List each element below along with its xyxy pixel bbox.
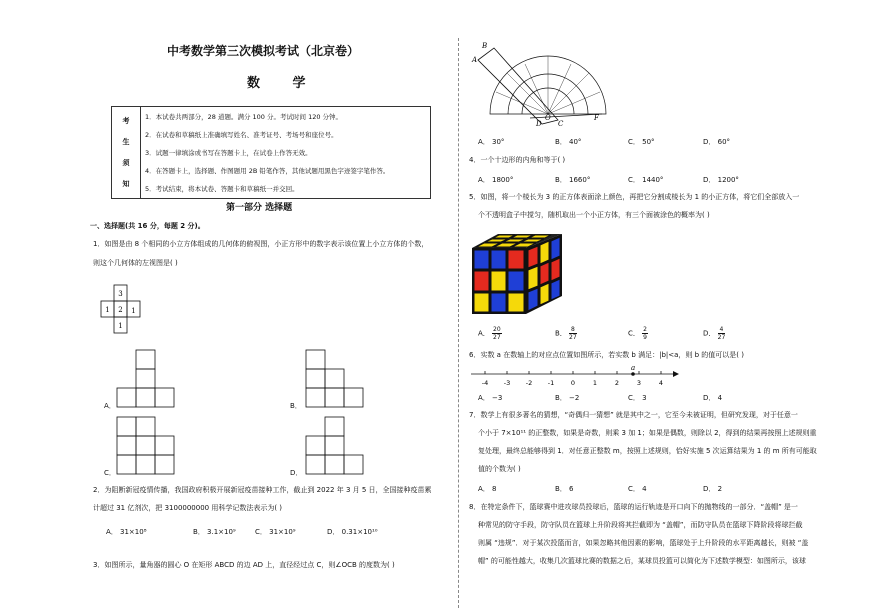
question-4-text: 4．一个十边形的内角和等于( ) [469,156,566,164]
tick-label: -4 [481,379,489,387]
q3-option-d: D． 60° [703,138,731,146]
label-a: A [472,56,478,64]
option-c-view [116,416,180,480]
q5-option-a: A． $\frac{20}{27}$ [478,326,501,341]
page-title: 中考数学第三次模拟考试（北京卷） [167,44,360,58]
instruction-item: 3．试题一律填涂或书写在答题卡上，在试卷上作答无效。 [141,143,431,161]
question-3-text: 3．如图所示，量角器的圆心 O 在矩形 ABCD 的边 AD 上，直径经过点 C，则∠OCB 的度数为( ) [93,561,395,569]
q4-option-a: A． 1800° [478,176,514,184]
label-b: B [482,42,488,50]
point-a-label: a [631,364,636,372]
question-6-text: 6．实数 a 在数轴上的对应点位置如图所示，若实数 b 满足：|b|<a，则 b 的值可以是( ) [469,351,744,359]
question-1-text: 则这个几何体的左视图是( ) [93,259,178,267]
option-b-view [305,349,369,413]
q3-option-a: A． 30° [478,138,505,146]
instruction-item: 1．本试卷共两部分，28 道题。满分 100 分。考试时间 120 分钟。 [141,107,431,126]
question-7-text: 个小于 7×10¹¹ 的正整数，如果是奇数，则乘 3 加 1；如果是偶数，则除以 2，得到的结果再按照上述规则重 [478,429,817,437]
label-c: C [558,120,564,126]
column-divider [458,38,459,608]
q5-option-c: C． $\frac{2}{9}$ [628,326,647,341]
question-8-text: 则属 “违规”．对于某次投篮而言，如果忽略其他因素的影响，篮球处于上升阶段的水平距离越长，则被 “盖 [478,539,809,547]
tick-label: 2 [614,379,620,387]
question-7-text: 值的个数为( ) [478,465,521,473]
grid-number: 2 [118,306,123,314]
point-a [631,372,635,376]
q7-option-b: B． 6 [555,485,574,493]
tick-label: -3 [503,379,511,387]
q1-option-c: C． [104,469,116,477]
q1-option-b: B． [290,402,302,410]
q6-option-d: D． 4 [703,394,723,402]
q3-option-b: B． 40° [555,138,582,146]
instruction-item: 5．考试结束，将本试卷、答题卡和草稿纸一并交回。 [141,179,431,198]
subject-heading: 数 学 [247,76,320,91]
q6-option-b: B． −2 [555,394,580,402]
question-8-text: 种常见的防守手段，防守队员在篮球上升阶段将其拦截即为 “盖帽”，而防守队员在篮球下降阶段将球拦截 [478,521,803,529]
rubik-cube-image [472,234,564,314]
grid-number: 1 [131,307,136,315]
q4-option-b: B． 1660° [555,176,591,184]
q7-option-d: D． 2 [703,485,723,493]
question-8-text: 帽” 的可能性越大，收集几次篮球比赛的数据之后，某球员投篮可以简化为下述数学模型：如图所示，该球 [478,557,806,565]
q4-option-c: C． 1440° [628,176,664,184]
q4-option-d: D． 1200° [703,176,739,184]
q2-option-a: A． 31×10⁸ [106,528,147,536]
question-2-text: 计超过 31 亿剂次，把 3100000000 用科学记数法表示为( ) [93,504,283,512]
option-d-view [305,416,369,480]
q6-option-a: A． −3 [478,394,503,402]
q5-option-d: D． $\frac{4}{27}$ [703,326,726,341]
tick-label: -2 [525,379,533,387]
label-d: D [536,120,542,126]
q1-option-d: D． [290,469,303,477]
q6-option-c: C． 3 [628,394,647,402]
number-line-figure [469,364,679,390]
question-5-text: 个不透明盒子中搅匀，随机取出一个小正方体，有三个面被涂色的概率为( ) [478,211,710,219]
q1-option-a: A． [104,402,116,410]
q7-option-c: C． 4 [628,485,647,493]
q2-option-d: D． 0.31×10¹⁰ [327,528,378,536]
instruction-item: 2．在试卷和草稿纸上准确填写姓名、准考证号、考场号和座位号。 [141,125,431,143]
grid-number: 1 [118,322,123,330]
tick-label: 3 [636,379,642,387]
top-view-figure [94,284,154,339]
question-5-text: 5．如图，将一个棱长为 3 的正方体表面涂上颜色，再把它分割成棱长为 1 的小正方体，将它们全部放入一 [469,193,800,201]
grid-number: 3 [118,290,123,298]
q5-option-b: B． $\frac{8}{27}$ [555,326,577,341]
tick-label: 0 [570,379,576,387]
instruction-item: 4．在答题卡上，选择题、作图题用 2B 铅笔作答，其他试题用黑色字迹签字笔作答。 [141,161,431,179]
grid-number: 1 [105,306,110,314]
section-heading: 第一部分 选择题 [226,203,293,213]
part-heading: 一、选择题(共 16 分，每题 2 分)。 [90,222,205,230]
option-a-view [116,349,180,413]
tick-label: -1 [547,379,555,387]
question-2-text: 2．为阻断新冠疫情传播，我国政府积极开展新冠疫苗接种工作，截止到 2022 年 3 月 5 日，全国接种疫苗累 [93,486,432,494]
question-8-text: 8．在特定条件下，篮球赛中进攻球员投球后，篮球的运行轨迹是开口向下的抛物线的一部分．“盖帽” 是一 [469,503,798,511]
q2-option-c: C． 31×10⁹ [255,528,296,536]
tick-label: 1 [592,379,598,387]
q3-option-c: C． 50° [628,138,655,146]
q7-option-a: A． 8 [478,485,497,493]
instructions-label: 考 生 须 知 [112,107,141,199]
label-f: F [594,114,599,122]
tick-label: 4 [658,379,664,387]
question-7-text: 复处理，最终总能够得到 1．对任意正整数 m，按照上述规则，恰好实施 5 次运算结果为 1 的 m 所有可能取 [478,447,817,455]
q2-option-b: B． 3.1×10⁹ [193,528,236,536]
protractor-figure [470,40,610,126]
exam-instructions-table [111,106,431,199]
question-1-text: 1．如图是由 8 个相同的小立方体组成的几何体的俯视图，小正方形中的数字表示该位置上小立方体的个数， [93,240,429,248]
label-o: O [545,114,551,122]
question-7-text: 7．数学上有很多著名的猜想，“奇偶归一猜想” 就是其中之一，它至今未被证明，但研究发现，对于任意一 [469,411,798,419]
